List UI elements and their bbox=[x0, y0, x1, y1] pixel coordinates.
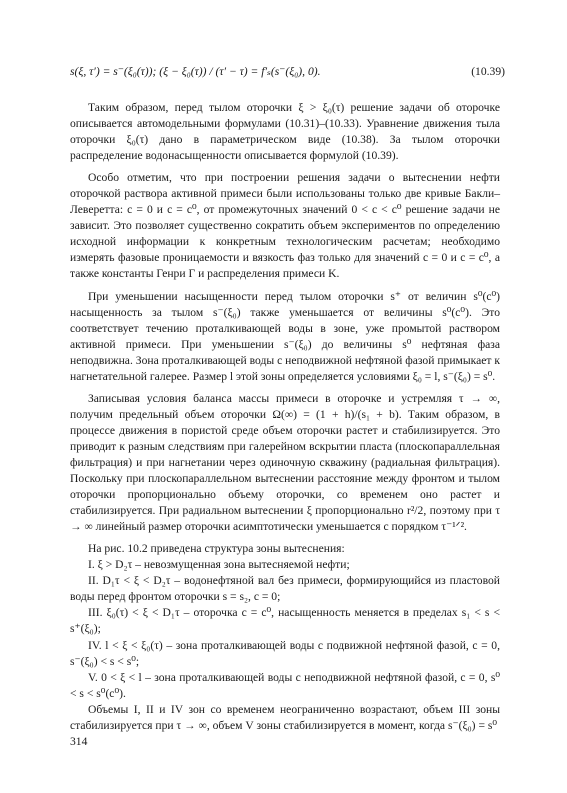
zone-item-4: IV. l < ξ < ξ₀(τ) – зона проталкивающей воды с подвижной нефтяной фазой, c = 0, s⁻(ξ₀) < s < s⁰; bbox=[70, 638, 500, 668]
paragraph-2: Особо отметим, что при построении решения задачи о вытеснении нефти оторочкой раствора активной примеси были использованы только две кривые Бакли–Леверетта: c = 0 и c = c⁰, от промежуточных значений 0 < c < c⁰ решение задачи не зависит. Это позволяет существенно сократить объем экспериментов по определению исходной информации к конкретным технологическим расчетам; необходимо измерять фазовые проницаемости и вязкость фаз только для значений c = 0 и c = c⁰, а также константы Генри Γ и распределения примеси K. bbox=[70, 171, 500, 281]
equation: s(ξ, τ′) = s⁻(ξ₀(τ)); (ξ − ξ₀(τ)) / (τ′ − τ) = f′ₛ(s⁻(ξ₀), 0). bbox=[70, 65, 321, 78]
equation-row bbox=[70, 58, 505, 88]
zone-item-5: V. 0 < ξ < l – зона проталкивающей воды с неподвижной нефтяной фазой, c = 0, s⁰ < s < s⁰(c⁰). bbox=[70, 670, 500, 700]
zone-item-2: II. D₁τ < ξ < D₂τ – водонефтяной вал без примеси, формирующийся из пластовой воды перед фронтом оторочки s = s₂, c = 0; bbox=[70, 574, 500, 604]
zone-item-3: III. ξ₀(τ) < ξ < D₁τ – оторочка c = c⁰, насыщенность меняется в пределах s₁ < s < s⁺(ξ₀); bbox=[70, 606, 500, 636]
zones-list bbox=[70, 557, 500, 701]
zone-item-1: I. ξ > D₂τ – невозмущенная зона вытесняемой нефти; bbox=[88, 558, 350, 572]
page-text bbox=[70, 58, 505, 734]
paragraph-5: На рис. 10.2 приведена структура зоны вытеснения: bbox=[88, 542, 345, 556]
closing-paragraph: Объемы I, II и IV зон со временем неограниченно возрастают, объем III зоны стабилизируется при τ → ∞, объем V зоны стабилизируется в момент, когда s⁻(ξ₀) = s⁰ bbox=[70, 702, 500, 732]
equation-number: (10.39) bbox=[471, 65, 505, 78]
paragraph-3: При уменьшении насыщенности перед тылом оторочки s⁺ от величин s⁰(c⁰) насыщенность за тылом s⁻(ξ₀) также уменьшается от величины s⁰(c⁰). Это соответствует течению проталкивающей воды в зоне, уже промытой раствором активной примеси. При уменьшении s⁻(ξ₀) до величины s⁰ нефтяная фаза неподвижна. Зона проталкивающей воды с неподвижной нефтяной фазой примыкает к нагнетательной галерее. Размер l этой зоны определяется условиями ξ₀ = l, s⁻(ξ₀) = s⁰. bbox=[70, 289, 500, 383]
page-number: 314 bbox=[70, 735, 88, 748]
paragraph-1: Таким образом, перед тылом оторочки ξ > ξ₀(τ) решение задачи об оторочке описывается автомодельными формулами (10.31)–(10.33). Уравнение движения тыла оторочки ξ₀(τ) дано в параметрическом виде (10.38). За тылом оторочки распределение водонасыщенности описывается формулой (10.39). bbox=[70, 101, 500, 163]
paragraph-4: Записывая условия баланса массы примеси в оторочке и устремляя τ → ∞, получим предельный объем оторочки Ω(∞) = (1 + h)/(s₁ + b). Таким образом, в процессе движения в пористой среде объем оторочки растет и стабилизируется. Это приводит к разным следствиям при галерейном вскрытии пласта (плоскопараллельная фильтрация) и при нагнетании через одиночную скважину (радиальная фильтрация). Поскольку при плоскопараллельном вытеснении расстояние между фронтом и тылом оторочки пропорционально объему оторочки, со временем оно растет и стабилизируется. При радиальном вытеснении ξ пропорционально r²/2, поэтому при τ → ∞ линейный размер оторочки асимптотически уменьшается с порядком τ⁻¹ᐟ². bbox=[70, 391, 500, 534]
